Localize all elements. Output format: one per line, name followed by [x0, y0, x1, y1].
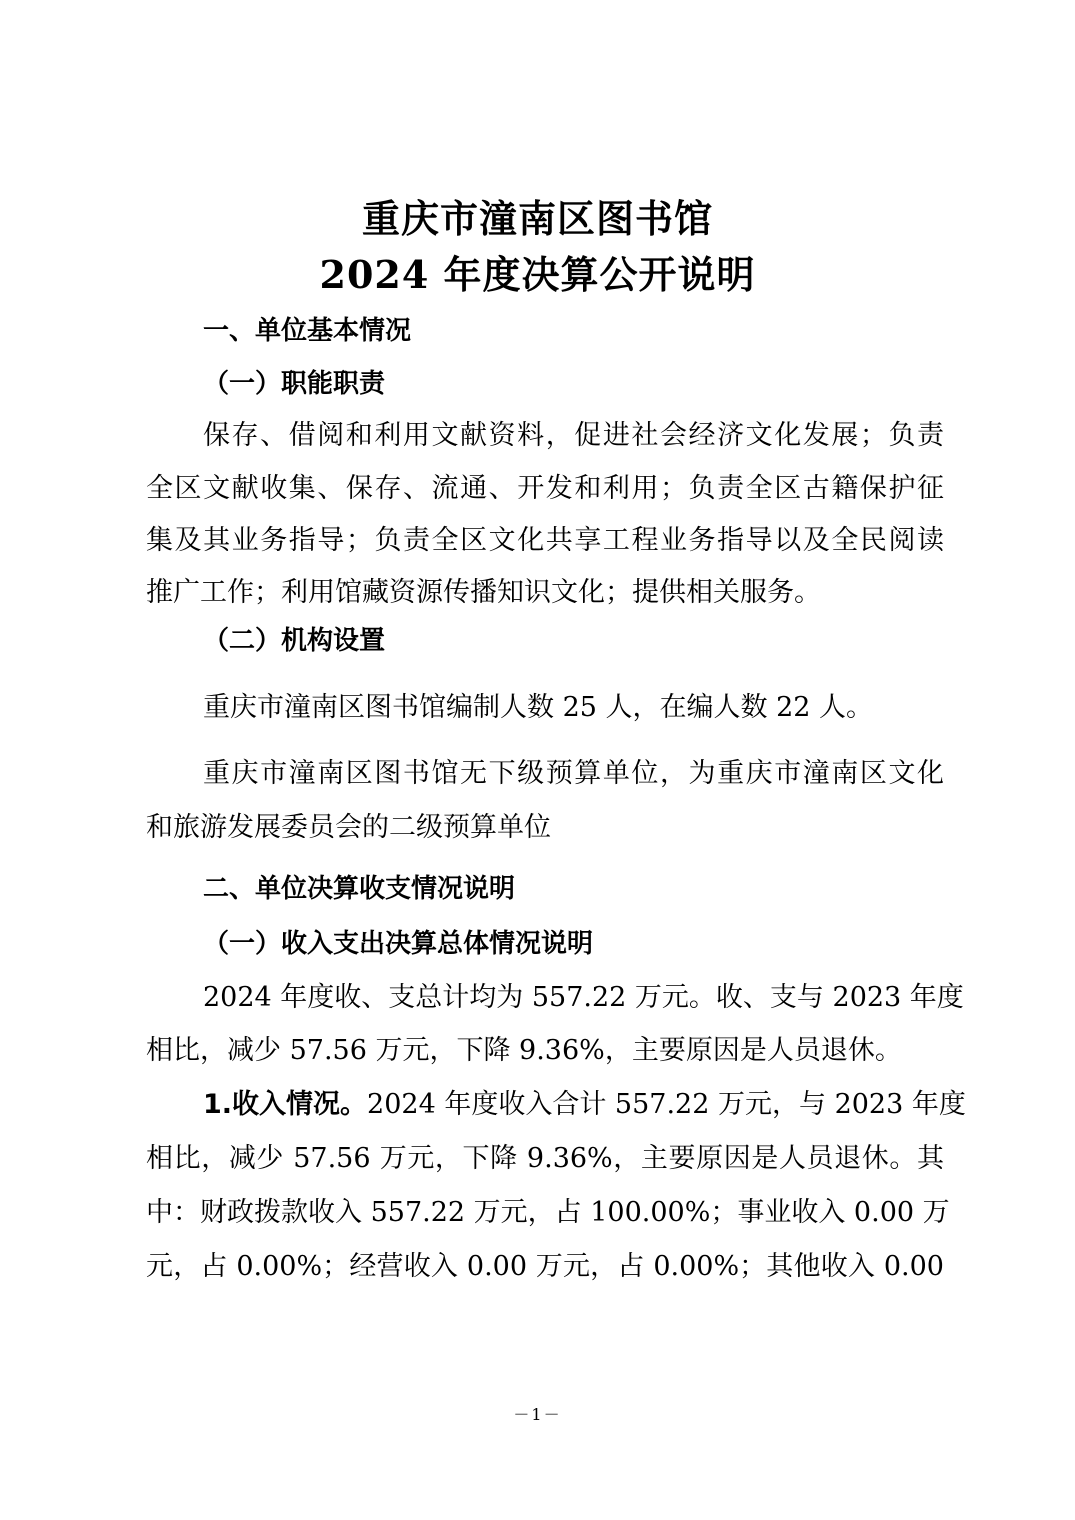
section2-sub1-heading: （一）收入支出决算总体情况说明: [203, 929, 594, 959]
income-line-2: 相比，减少 57.56 万元，下降 9.36%，主要原因是人员退休。其: [146, 1143, 944, 1174]
summary-line-1: 2024 年度收、支总计均为 557.22 万元。收、支与 2023 年度: [203, 982, 964, 1013]
budget-unit-line-2: 和旅游发展委员会的二级预算单位: [146, 812, 551, 843]
section1-sub1-heading: （一）职能职责: [203, 369, 386, 399]
duty-line-4: 推广工作；利用馆藏资源传播知识文化；提供相关服务。: [146, 577, 821, 608]
page-number: －1－: [513, 1405, 562, 1424]
staffing-paragraph: 重庆市潼南区图书馆编制人数 25 人，在编人数 22 人。: [203, 692, 874, 723]
income-line-1-text: 2024 年度收入合计 557.22 万元，与 2023 年度: [367, 1089, 966, 1120]
income-lead: 1.收入情况。: [203, 1089, 368, 1120]
section2-heading: 二、单位决算收支情况说明: [203, 874, 516, 904]
income-line-3: 中：财政拨款收入 557.22 万元，占 100.00%；事业收入 0.00 万: [146, 1197, 950, 1228]
duty-line-2: 全区文献收集、保存、流通、开发和利用；负责全区古籍保护征: [146, 473, 944, 504]
income-line-1: [203, 1087, 966, 1123]
document-title-line1: 重庆市潼南区图书馆: [361, 196, 713, 241]
duty-line-1: 保存、借阅和利用文献资料，促进社会经济文化发展；负责: [203, 420, 944, 451]
budget-unit-line-1: 重庆市潼南区图书馆无下级预算单位，为重庆市潼南区文化: [203, 758, 944, 789]
income-line-4: 元，占 0.00%；经营收入 0.00 万元，占 0.00%；其他收入 0.00: [146, 1251, 944, 1282]
summary-line-2: 相比，减少 57.56 万元，下降 9.36%，主要原因是人员退休。: [146, 1035, 902, 1066]
section1-heading: 一、单位基本情况: [203, 316, 412, 346]
duty-line-3: 集及其业务指导；负责全区文化共享工程业务指导以及全民阅读: [146, 525, 944, 556]
section1-sub2-heading: （二）机构设置: [203, 626, 386, 656]
document-title-line2: 2024 年度决算公开说明: [319, 252, 756, 297]
